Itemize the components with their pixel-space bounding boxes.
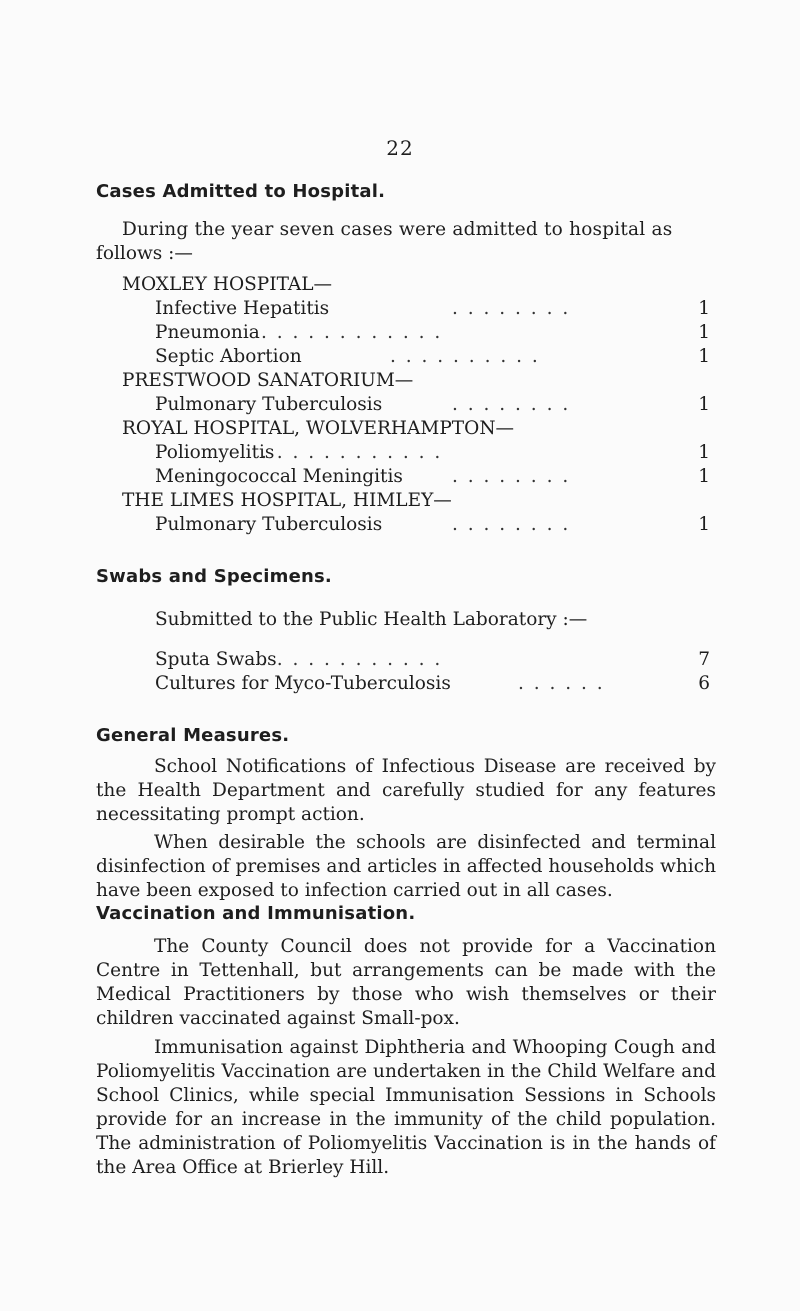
specimen-label: Sputa Swabs — [155, 649, 277, 670]
leader-dots: . . . . . . — [518, 673, 605, 694]
case-label: Meningococcal Meningitis — [155, 466, 403, 487]
hospital-intro-line-2: follows :— — [96, 243, 193, 264]
leader-dots: . . . . . . . . . . . . — [261, 649, 443, 670]
hospital-name: MOXLEY HOSPITAL— — [122, 274, 333, 295]
case-count: 1 — [698, 322, 710, 343]
hospital-intro-line-1: During the year seven cases were admitted to hospital as — [122, 219, 673, 240]
specimen-label: Cultures for Myco-Tuberculosis — [155, 673, 451, 694]
hospital-name: ROYAL HOSPITAL, WOLVERHAMPTON— — [122, 418, 515, 439]
case-label: Pulmonary Tuberculosis — [155, 514, 383, 535]
case-count: 1 — [698, 298, 710, 319]
case-count: 1 — [698, 394, 710, 415]
case-count: 1 — [698, 466, 710, 487]
case-label: Infective Hepatitis — [155, 298, 330, 319]
section-heading-swabs: Swabs and Specimens. — [96, 566, 332, 587]
section-heading-hospital: Cases Admitted to Hospital. — [96, 181, 386, 202]
vaccination-paragraph-1: The County Council does not provide for a Vaccination Centre in Tettenhall, but arrangements can be made with the Medical Practitioners by those who wish themselves or their children vaccinated against Small-pox. — [96, 936, 716, 1029]
page-number: 22 — [386, 136, 414, 160]
leader-dots: . . . . . . . . — [452, 466, 571, 487]
case-count: 1 — [698, 346, 710, 367]
vaccination-paragraph-2: Immunisation against Diphtheria and Whooping Cough and Poliomyelitis Vaccination are undertaken in the Child Welfare and School Clinics, while special Immunisation Sessions in Schools provide for an increase in the immunity of the child population. The administration of Poliomyelitis Vaccination is in the hands of the Area Office at Brierley Hill. — [96, 1037, 716, 1178]
leader-dots: . . . . . . . . — [452, 394, 571, 415]
section-heading-vaccination: Vaccination and Immunisation. — [96, 903, 416, 924]
swabs-intro: Submitted to the Public Health Laboratory :— — [155, 609, 588, 630]
case-count: 1 — [698, 514, 710, 535]
case-label: Pulmonary Tuberculosis — [155, 394, 383, 415]
leader-dots: . . . . . . . . . . . . — [261, 442, 443, 463]
case-count: 1 — [698, 442, 710, 463]
section-heading-general: General Measures. — [96, 725, 290, 746]
specimen-count: 7 — [698, 649, 710, 670]
leader-dots: . . . . . . . . . . . . — [261, 322, 443, 343]
leader-dots: . . . . . . . . — [452, 298, 571, 319]
case-label: Poliomyelitis — [155, 442, 275, 463]
case-label: Septic Abortion — [155, 346, 302, 367]
general-paragraph-1: School Notifications of Infectious Disease are received by the Health Department and carefully studied for any features necessitating prompt action. — [96, 756, 716, 825]
leader-dots: . . . . . . . . — [452, 514, 571, 535]
hospital-name: PRESTWOOD SANATORIUM— — [122, 370, 414, 391]
general-paragraph-2: When desirable the schools are disinfected and terminal disinfection of premises and articles in affected households which have been exposed to infection carried out in all cases. — [96, 832, 716, 901]
leader-dots: . . . . . . . . . . — [390, 346, 540, 367]
hospital-name: THE LIMES HOSPITAL, HIMLEY— — [122, 490, 452, 511]
case-label: Pneumonia — [155, 322, 260, 343]
specimen-count: 6 — [698, 673, 710, 694]
